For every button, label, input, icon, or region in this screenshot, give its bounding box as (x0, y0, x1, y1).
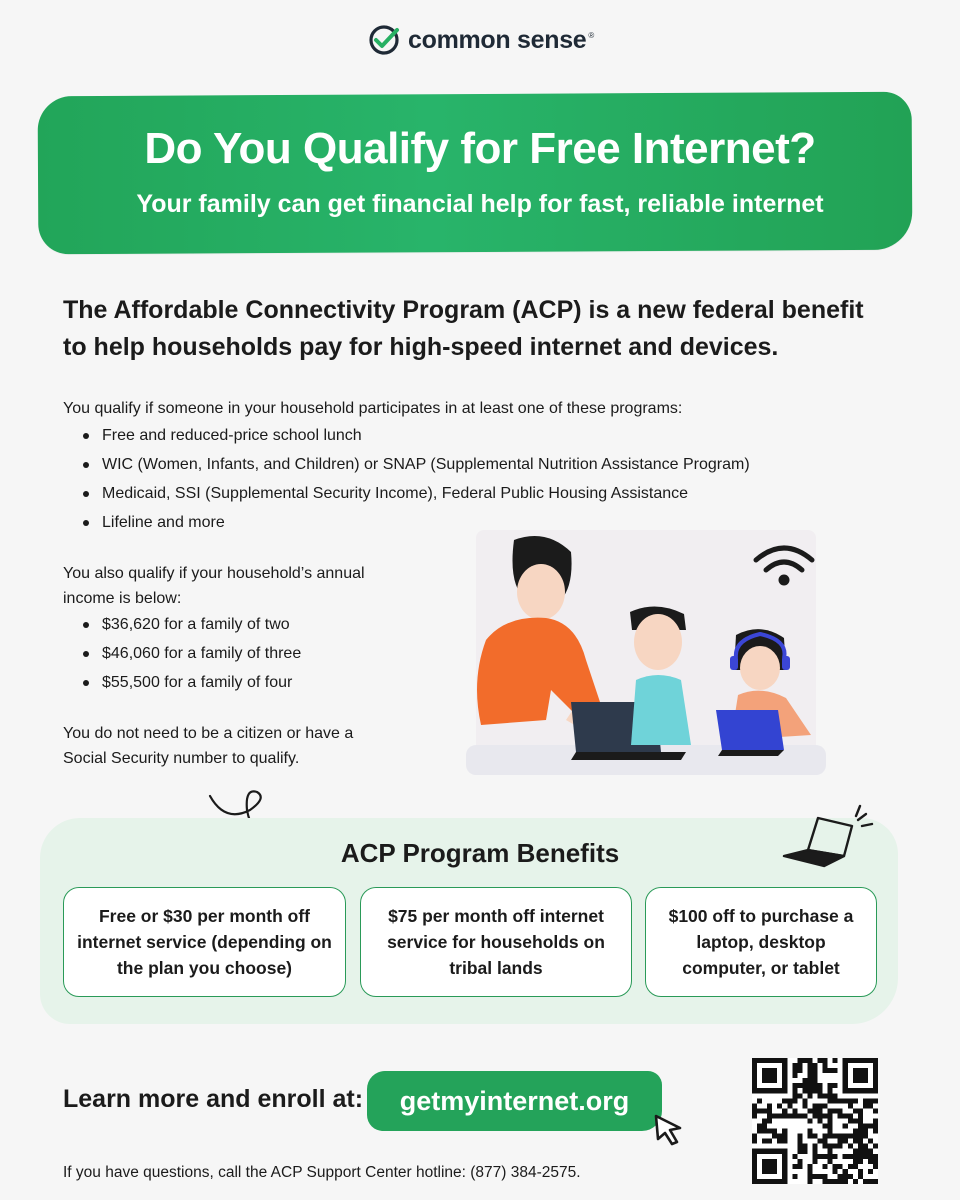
list-item: WIC (Women, Infants, and Children) or SNAP (Supplemental Nutrition Assistance Program) (79, 450, 750, 479)
page-subtitle: Your family can get financial help for fast, reliable internet (136, 190, 824, 218)
benefit-card: Free or $30 per month off internet service (depending on the plan you choose) (63, 887, 346, 997)
brand-name: common sense (408, 25, 587, 54)
hotline-text: If you have questions, call the ACP Support Center hotline: (877) 384-2575. (63, 1164, 581, 1181)
list-item: $46,060 for a family of three (79, 639, 301, 668)
benefit-card: $100 off to purchase a laptop, desktop computer, or tablet (645, 887, 877, 997)
registered-mark: ® (588, 30, 595, 40)
income-list (79, 610, 301, 697)
list-item: Medicaid, SSI (Supplemental Security Income), Federal Public Housing Assistance (79, 479, 750, 508)
list-item: $55,500 for a family of four (79, 668, 301, 697)
qr-code-icon[interactable] (752, 1058, 878, 1184)
list-item: Free and reduced-price school lunch (79, 421, 750, 450)
acp-intro: The Affordable Connectivity Program (ACP) is a new federal benefit to help households pay for high-speed internet and devices. (63, 296, 864, 361)
family-with-devices-illustration (466, 530, 826, 780)
common-sense-logo (368, 24, 594, 56)
program-list (79, 421, 750, 537)
income-eligibility-text: You also qualify if your household’s annual income is below: (63, 565, 365, 607)
benefit-card: $75 per month off internet service for households on tribal lands (360, 887, 632, 997)
citizenship-note: You do not need to be a citizen or have a Social Security number to qualify. (63, 725, 354, 767)
list-item: $36,620 for a family of two (79, 610, 301, 639)
laptop-icon (780, 800, 880, 872)
benefits-title: ACP Program Benefits (340, 838, 620, 868)
list-item: Lifeline and more (79, 508, 750, 537)
program-eligibility-text: You qualify if someone in your household participates in at least one of these programs: (63, 400, 683, 417)
enroll-link-button[interactable]: getmyinternet.org (367, 1071, 662, 1131)
enroll-label: Learn more and enroll at: (63, 1085, 364, 1113)
page-title: Do You Qualify for Free Internet? (144, 124, 816, 173)
cursor-click-icon (650, 1108, 688, 1148)
checkmark-logo-icon (368, 24, 400, 56)
